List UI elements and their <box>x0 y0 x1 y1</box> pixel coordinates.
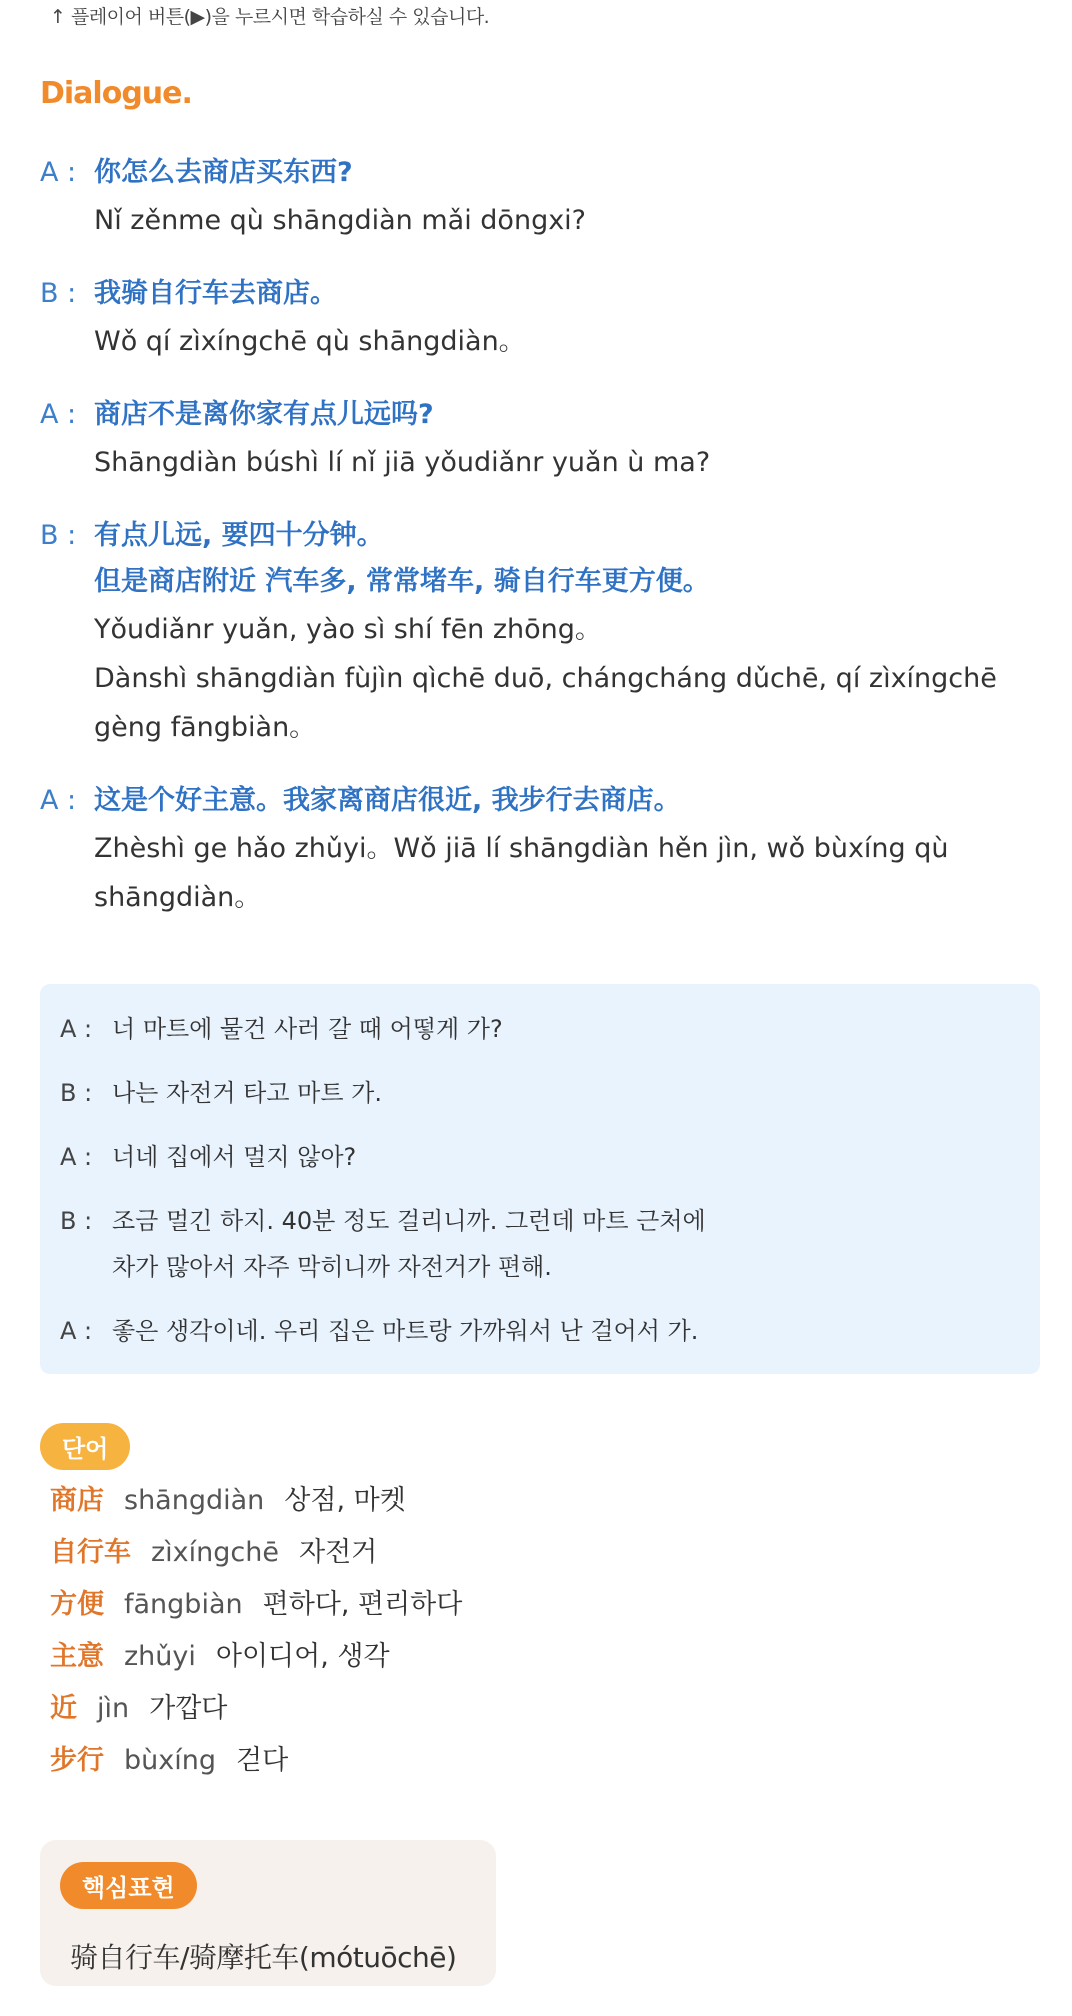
core-expression-badge: 핵심표현 <box>60 1862 197 1909</box>
vocab-badge: 단어 <box>40 1423 130 1470</box>
pinyin-text: Zhèshì ge hǎo zhǔyi。Wǒ jiā lí shāngdiàn hěn jìn, wǒ bùxíng qù <box>94 833 949 864</box>
vocab-pinyin: fāngbiàn <box>124 1589 243 1620</box>
dialogue-line <box>40 150 1040 245</box>
speaker-label: B : <box>40 520 77 551</box>
chinese-text: 但是商店附近 汽车多, 常常堵车, 骑自行车更方便。 <box>94 566 710 597</box>
vocab-meaning: 상점, 마켓 <box>284 1485 406 1516</box>
vocab-item <box>50 1530 462 1582</box>
pinyin-text: Nǐ zěnme qù shāngdiàn mǎi dōngxi? <box>94 205 587 236</box>
core-expression-box <box>40 1840 496 1986</box>
speaker-label: B : <box>60 1079 93 1107</box>
pinyin-text: shāngdiàn。 <box>94 882 262 913</box>
speaker-label: A : <box>40 399 77 430</box>
speaker-label: A : <box>60 1317 93 1345</box>
vocab-word: 主意 <box>50 1641 104 1672</box>
korean-text-line: 차가 많아서 자주 막히니까 자전거가 편해. <box>112 1253 552 1281</box>
dialogue-lines <box>40 150 1040 948</box>
pinyin-text: gèng fāngbiàn。 <box>94 712 317 743</box>
pinyin-text: Yǒudiǎnr yuǎn, yào sì shí fēn zhōng。 <box>94 614 602 645</box>
dialogue-line <box>40 271 1040 366</box>
dialogue-line <box>40 778 1040 922</box>
translation-line <box>60 1070 1020 1116</box>
korean-text: 너 마트에 물건 사러 갈 때 어떻게 가? <box>112 1015 503 1043</box>
speaker-label: A : <box>60 1015 93 1043</box>
vocab-word: 近 <box>50 1693 77 1724</box>
speaker-label: A : <box>40 785 77 816</box>
pinyin-text: Dànshì shāngdiàn fùjìn qìchē duō, chángcháng dǔchē, qí zìxíngchē <box>94 663 997 694</box>
core-expression-text: 骑自行车/骑摩托车(mótuōchē) <box>70 1941 457 1974</box>
vocab-meaning: 편하다, 편리하다 <box>262 1589 463 1620</box>
chinese-text: 这是个好主意。我家离商店很近, 我步行去商店。 <box>94 785 681 816</box>
vocab-item <box>50 1686 462 1738</box>
vocab-word: 步行 <box>50 1745 104 1776</box>
speaker-label: A : <box>40 157 77 188</box>
pinyin-text: Wǒ qí zìxíngchē qù shāngdiàn。 <box>94 326 526 357</box>
translation-line <box>60 1198 1020 1290</box>
korean-text-line: 조금 멀긴 하지. 40분 정도 걸리니까. 그런데 마트 근처에 <box>112 1207 706 1235</box>
pinyin-text: Shāngdiàn búshì lí nǐ jiā yǒudiǎnr yuǎn ù ma? <box>94 447 711 478</box>
korean-text <box>112 1198 706 1290</box>
vocab-meaning: 걷다 <box>235 1745 289 1776</box>
chinese-text: 我骑自行车去商店。 <box>94 278 337 309</box>
vocab-word: 自行车 <box>50 1537 131 1568</box>
vocab-item <box>50 1634 462 1686</box>
vocab-pinyin: zìxíngchē <box>151 1537 279 1568</box>
speaker-label: A : <box>60 1143 93 1171</box>
vocab-meaning: 가깝다 <box>149 1693 228 1724</box>
dialogue-line <box>40 392 1040 487</box>
dialogue-heading: Dialogue. <box>40 76 192 111</box>
vocab-item <box>50 1478 462 1530</box>
vocab-item <box>50 1582 462 1634</box>
speaker-label: B : <box>60 1207 93 1235</box>
vocab-item <box>50 1738 462 1790</box>
korean-text: 나는 자전거 타고 마트 가. <box>112 1079 382 1107</box>
speaker-label: B : <box>40 278 77 309</box>
chinese-text: 你怎么去商店买东西? <box>94 157 353 188</box>
vocab-list <box>50 1478 462 1790</box>
vocab-pinyin: jìn <box>97 1693 130 1724</box>
vocab-pinyin: bùxíng <box>124 1745 216 1776</box>
vocab-pinyin: shāngdiàn <box>124 1485 265 1516</box>
vocab-word: 方便 <box>50 1589 104 1620</box>
korean-text: 너네 집에서 멀지 않아? <box>112 1143 357 1171</box>
translation-line <box>60 1308 1020 1354</box>
translation-box <box>40 984 1040 1374</box>
vocab-word: 商店 <box>50 1485 104 1516</box>
translation-line <box>60 1006 1020 1052</box>
dialogue-line <box>40 513 1040 752</box>
chinese-text: 商店不是离你家有点儿远吗? <box>94 399 434 430</box>
player-notice: ↑ 플레이어 버튼(▶)을 누르시면 학습하실 수 있습니다. <box>50 6 490 28</box>
vocab-meaning: 자전거 <box>298 1537 378 1568</box>
korean-text: 좋은 생각이네. 우리 집은 마트랑 가까워서 난 걸어서 가. <box>112 1317 699 1345</box>
translation-line <box>60 1134 1020 1180</box>
vocab-pinyin: zhǔyi <box>124 1641 196 1672</box>
vocab-meaning: 아이디어, 생각 <box>215 1641 390 1672</box>
chinese-text: 有点儿远, 要四十分钟。 <box>94 520 384 551</box>
